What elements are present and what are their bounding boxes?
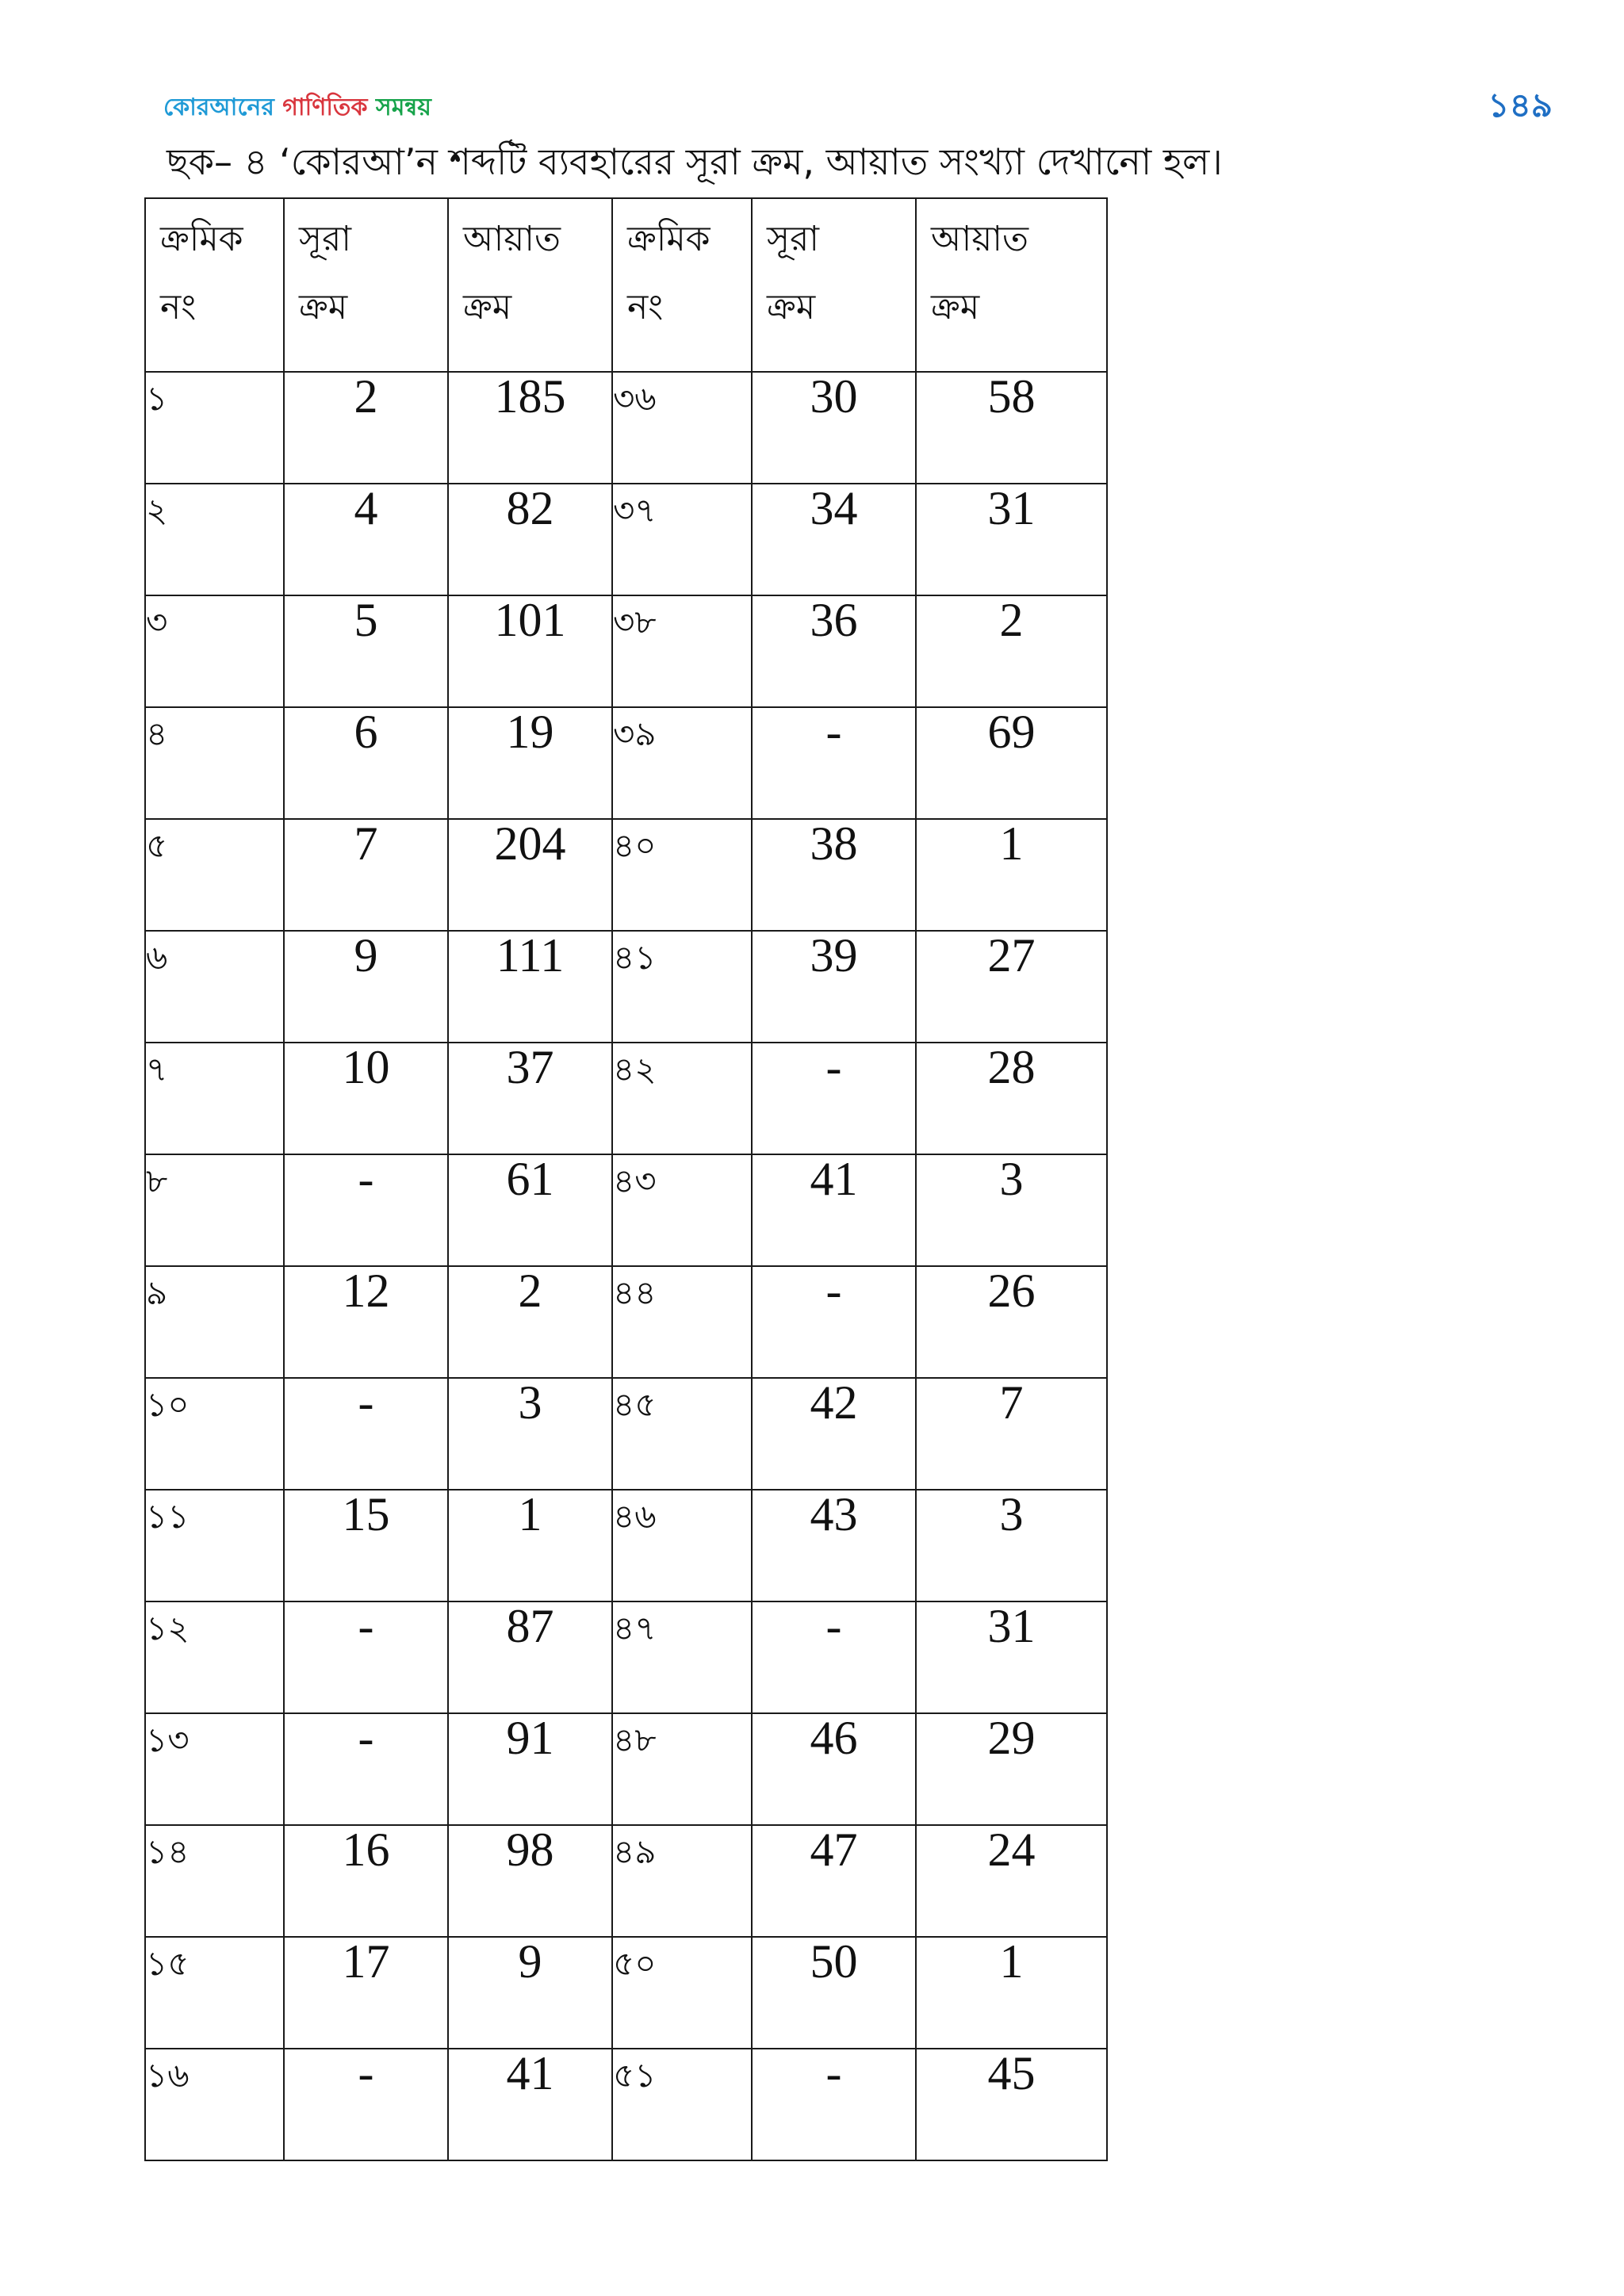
- surah-cell: 47: [752, 1825, 916, 1937]
- ayat-cell: 98: [448, 1825, 612, 1937]
- ayat-cell: 1: [448, 1490, 612, 1601]
- ayat-cell: 2: [448, 1266, 612, 1378]
- ayat-cell: 61: [448, 1154, 612, 1266]
- surah-cell: -: [752, 2049, 916, 2160]
- serial-cell: ১৩: [145, 1713, 284, 1825]
- surah-cell: 30: [752, 372, 916, 484]
- surah-cell: 39: [752, 931, 916, 1043]
- surah-cell: -: [284, 2049, 448, 2160]
- serial-cell: ৪২: [612, 1043, 752, 1154]
- surah-cell: 42: [752, 1378, 916, 1490]
- surah-cell: 43: [752, 1490, 916, 1601]
- table-caption: ছক– ৪ ‘কোরআ’ন শব্দটি ব্যবহারের সূরা ক্রম, আয়াত সংখ্যা দেখানো হল।: [167, 140, 1223, 183]
- ayat-cell: 1: [916, 819, 1107, 931]
- surah-cell: 15: [284, 1490, 448, 1601]
- serial-cell: ৭: [145, 1043, 284, 1154]
- serial-cell: ১: [145, 372, 284, 484]
- ayat-cell: 41: [448, 2049, 612, 2160]
- surah-ayat-table: [144, 197, 1108, 2161]
- ayat-cell: 58: [916, 372, 1107, 484]
- running-title-part: গাণিতিক: [282, 94, 376, 121]
- ayat-cell: 31: [916, 1601, 1107, 1713]
- serial-cell: ৪৯: [612, 1825, 752, 1937]
- surah-cell: 38: [752, 819, 916, 931]
- serial-cell: ৬: [145, 931, 284, 1043]
- ayat-cell: 1: [916, 1937, 1107, 2049]
- ayat-cell: 204: [448, 819, 612, 931]
- serial-cell: ৩৭: [612, 484, 752, 595]
- serial-cell: ১০: [145, 1378, 284, 1490]
- serial-cell: ১৫: [145, 1937, 284, 2049]
- ayat-cell: 31: [916, 484, 1107, 595]
- serial-cell: ৯: [145, 1266, 284, 1378]
- column-header-line: ক্রম: [931, 287, 980, 327]
- ayat-cell: 28: [916, 1043, 1107, 1154]
- table-row: [145, 707, 1107, 819]
- ayat-cell: 37: [448, 1043, 612, 1154]
- surah-cell: 16: [284, 1825, 448, 1937]
- ayat-cell: 24: [916, 1825, 1107, 1937]
- serial-cell: ৫০: [612, 1937, 752, 2049]
- column-header: [612, 198, 752, 372]
- running-title-part: সমন্বয়: [375, 94, 431, 121]
- table-body: [145, 372, 1107, 2160]
- ayat-cell: 9: [448, 1937, 612, 2049]
- serial-cell: ২: [145, 484, 284, 595]
- ayat-cell: 2: [916, 595, 1107, 707]
- column-header-line: নং: [160, 287, 197, 327]
- surah-cell: 50: [752, 1937, 916, 2049]
- ayat-cell: 69: [916, 707, 1107, 819]
- column-header: [284, 198, 448, 372]
- surah-cell: -: [284, 1378, 448, 1490]
- surah-cell: 12: [284, 1266, 448, 1378]
- surah-cell: -: [752, 1043, 916, 1154]
- serial-cell: ১১: [145, 1490, 284, 1601]
- column-header-line: ক্রম: [463, 287, 512, 327]
- serial-cell: ৮: [145, 1154, 284, 1266]
- column-header-line: নং: [627, 287, 664, 327]
- running-title-part: কোরআনের: [163, 94, 283, 121]
- column-header: [145, 198, 284, 372]
- column-header-line: সূরা: [299, 219, 352, 259]
- serial-cell: ৩: [145, 595, 284, 707]
- column-header-line: ক্রমিক: [627, 219, 710, 259]
- serial-cell: ৪৩: [612, 1154, 752, 1266]
- column-header-line: আয়াত: [931, 219, 1029, 259]
- serial-cell: ৪৫: [612, 1378, 752, 1490]
- ayat-cell: 111: [448, 931, 612, 1043]
- table-row: [145, 372, 1107, 484]
- surah-cell: -: [752, 1601, 916, 1713]
- surah-cell: -: [752, 707, 916, 819]
- ayat-cell: 19: [448, 707, 612, 819]
- column-header-line: ক্রম: [299, 287, 348, 327]
- surah-cell: 46: [752, 1713, 916, 1825]
- column-header-line: আয়াত: [463, 219, 561, 259]
- table-row: [145, 595, 1107, 707]
- serial-cell: ১৪: [145, 1825, 284, 1937]
- column-header-line: সূরা: [767, 219, 820, 259]
- surah-cell: 7: [284, 819, 448, 931]
- serial-cell: ৩৬: [612, 372, 752, 484]
- surah-cell: 9: [284, 931, 448, 1043]
- table-row: [145, 931, 1107, 1043]
- ayat-cell: 27: [916, 931, 1107, 1043]
- table-header-row: [145, 198, 1107, 372]
- serial-cell: ৪১: [612, 931, 752, 1043]
- surah-cell: -: [284, 1713, 448, 1825]
- serial-cell: ১২: [145, 1601, 284, 1713]
- table-row: [145, 484, 1107, 595]
- table-row: [145, 819, 1107, 931]
- ayat-cell: 3: [448, 1378, 612, 1490]
- table-row: [145, 1825, 1107, 1937]
- running-title: [163, 92, 431, 124]
- ayat-cell: 7: [916, 1378, 1107, 1490]
- serial-cell: ৫: [145, 819, 284, 931]
- serial-cell: ৪৭: [612, 1601, 752, 1713]
- surah-cell: 36: [752, 595, 916, 707]
- surah-cell: 17: [284, 1937, 448, 2049]
- ayat-cell: 87: [448, 1601, 612, 1713]
- ayat-cell: 101: [448, 595, 612, 707]
- surah-cell: -: [284, 1601, 448, 1713]
- ayat-cell: 3: [916, 1154, 1107, 1266]
- serial-cell: ১৬: [145, 2049, 284, 2160]
- surah-cell: -: [284, 1154, 448, 1266]
- table-row: [145, 1378, 1107, 1490]
- serial-cell: ৩৮: [612, 595, 752, 707]
- surah-cell: 10: [284, 1043, 448, 1154]
- table-row: [145, 1266, 1107, 1378]
- serial-cell: ৪: [145, 707, 284, 819]
- surah-cell: 41: [752, 1154, 916, 1266]
- surah-cell: 2: [284, 372, 448, 484]
- serial-cell: ৪৮: [612, 1713, 752, 1825]
- table-row: [145, 1490, 1107, 1601]
- column-header: [916, 198, 1107, 372]
- ayat-cell: 3: [916, 1490, 1107, 1601]
- surah-cell: 34: [752, 484, 916, 595]
- ayat-cell: 185: [448, 372, 612, 484]
- table-row: [145, 1043, 1107, 1154]
- table-row: [145, 1713, 1107, 1825]
- table-row: [145, 1154, 1107, 1266]
- ayat-cell: 91: [448, 1713, 612, 1825]
- page-number: ১৪৯: [1488, 86, 1553, 124]
- serial-cell: ৩৯: [612, 707, 752, 819]
- serial-cell: ৪০: [612, 819, 752, 931]
- table-row: [145, 1601, 1107, 1713]
- ayat-cell: 26: [916, 1266, 1107, 1378]
- serial-cell: ৫১: [612, 2049, 752, 2160]
- table-row: [145, 2049, 1107, 2160]
- ayat-cell: 82: [448, 484, 612, 595]
- surah-cell: 4: [284, 484, 448, 595]
- surah-cell: -: [752, 1266, 916, 1378]
- column-header-line: ক্রম: [767, 287, 816, 327]
- serial-cell: ৪৪: [612, 1266, 752, 1378]
- ayat-cell: 45: [916, 2049, 1107, 2160]
- serial-cell: ৪৬: [612, 1490, 752, 1601]
- surah-cell: 6: [284, 707, 448, 819]
- column-header-line: ক্রমিক: [160, 219, 243, 259]
- ayat-cell: 29: [916, 1713, 1107, 1825]
- column-header: [752, 198, 916, 372]
- surah-cell: 5: [284, 595, 448, 707]
- table-row: [145, 1937, 1107, 2049]
- column-header: [448, 198, 612, 372]
